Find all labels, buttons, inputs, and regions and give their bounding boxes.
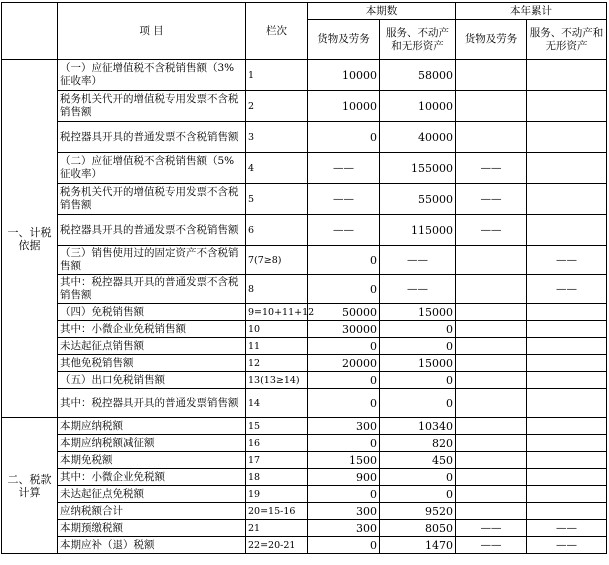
row-goods: 0 [308,486,380,503]
table-row [2,153,607,184]
tax-return-table [1,2,607,554]
row-services: —— [380,246,456,275]
table-row [2,435,607,452]
table-row [2,389,607,418]
row-item: （五）出口免税销售额 [58,372,246,389]
row-item: 税务机关代开的增值税专用发票不含税销售额 [58,184,246,215]
row-goods-ytd [456,246,527,275]
row-goods: 1500 [308,452,380,469]
row-goods-ytd [456,389,527,418]
row-services-ytd [527,60,607,91]
row-line: 3 [246,122,308,153]
row-services: 1470 [380,537,456,554]
row-goods-ytd [456,122,527,153]
table-row [2,184,607,215]
section-tax: 二、税款计算 [2,418,58,554]
row-goods: —— [308,184,380,215]
table-row [2,304,607,321]
row-item: 税控器具开具的普通发票不含税销售额 [58,215,246,246]
row-line: 17 [246,452,308,469]
row-services: 40000 [380,122,456,153]
row-goods: 300 [308,503,380,520]
row-goods-ytd [456,503,527,520]
table-row [2,469,607,486]
row-goods-ytd: —— [456,520,527,537]
row-goods: 0 [308,122,380,153]
header-services: 服务、不动产和无形资产 [380,20,456,60]
row-line: 10 [246,321,308,338]
header-item: 项 目 [58,3,246,60]
row-goods-ytd [456,372,527,389]
row-goods: 0 [308,275,380,304]
row-goods: 0 [308,372,380,389]
row-line: 1 [246,60,308,91]
row-services-ytd [527,469,607,486]
row-goods: 50000 [308,304,380,321]
row-line: 14 [246,389,308,418]
row-line: 4 [246,153,308,184]
row-goods-ytd [456,275,527,304]
table-row [2,452,607,469]
row-item: 本期应补（退）税额 [58,537,246,554]
row-goods-ytd [456,452,527,469]
row-services-ytd [527,372,607,389]
row-item: 未达起征点销售额 [58,338,246,355]
row-item: （三）销售使用过的固定资产不含税销售额 [58,246,246,275]
row-services-ytd [527,304,607,321]
header-current-period: 本期数 [308,3,456,20]
header-row-1 [2,3,607,20]
row-item: 税务机关代开的增值税专用发票不含税销售额 [58,91,246,122]
row-services-ytd [527,503,607,520]
row-goods-ytd [456,91,527,122]
row-item: 本期免税额 [58,452,246,469]
row-item: 应纳税额合计 [58,503,246,520]
header-services-ytd: 服务、不动产和无形资产 [527,20,607,60]
row-services-ytd [527,153,607,184]
row-services: —— [380,275,456,304]
row-item: 本期预缴税额 [58,520,246,537]
row-line: 11 [246,338,308,355]
row-item: 本期应纳税额减征额 [58,435,246,452]
row-line: 7(7≥8) [246,246,308,275]
row-services: 0 [380,389,456,418]
row-services-ytd: —— [527,275,607,304]
row-services: 0 [380,321,456,338]
row-line: 6 [246,215,308,246]
row-goods-ytd [456,60,527,91]
table-row [2,215,607,246]
row-goods-ytd [456,469,527,486]
row-goods: —— [308,215,380,246]
table-row [2,520,607,537]
row-line: 20=15-16 [246,503,308,520]
row-services-ytd: —— [527,537,607,554]
row-item: 其他免税销售额 [58,355,246,372]
row-services: 10340 [380,418,456,435]
row-item: （四）免税销售额 [58,304,246,321]
row-line: 13(13≥14) [246,372,308,389]
row-item: （二）应征增值税不含税销售额（5%征收率） [58,153,246,184]
row-services: 450 [380,452,456,469]
header-year-cumulative: 本年累计 [456,3,607,20]
table-row [2,122,607,153]
row-goods-ytd: —— [456,153,527,184]
row-item: 未达起征点免税额 [58,486,246,503]
row-item: 本期应纳税额 [58,418,246,435]
row-line: 16 [246,435,308,452]
row-item: 其中：税控器具开具的普通发票销售额 [58,389,246,418]
row-goods: 300 [308,520,380,537]
row-services: 10000 [380,91,456,122]
row-services: 15000 [380,304,456,321]
row-goods-ytd: —— [456,537,527,554]
row-goods-ytd [456,486,527,503]
row-services: 0 [380,338,456,355]
table-row [2,418,607,435]
row-services-ytd [527,452,607,469]
row-services-ytd [527,486,607,503]
row-line: 19 [246,486,308,503]
table-row [2,275,607,304]
header-goods: 货物及劳务 [308,20,380,60]
row-goods: 0 [308,537,380,554]
section-basis: 一、计税依据 [2,60,58,418]
row-item: 其中：小微企业免税额 [58,469,246,486]
row-goods: 0 [308,389,380,418]
row-line: 8 [246,275,308,304]
row-services: 0 [380,372,456,389]
row-goods-ytd [456,418,527,435]
row-goods-ytd [456,435,527,452]
table-row [2,355,607,372]
row-line: 21 [246,520,308,537]
row-line: 18 [246,469,308,486]
row-services-ytd [527,389,607,418]
row-services-ytd [527,91,607,122]
row-services: 115000 [380,215,456,246]
row-line: 22=20-21 [246,537,308,554]
table-row [2,503,607,520]
row-goods-ytd: —— [456,215,527,246]
table-row [2,91,607,122]
header-goods-ytd: 货物及劳务 [456,20,527,60]
row-services: 9520 [380,503,456,520]
table-row [2,486,607,503]
row-goods: 10000 [308,91,380,122]
row-goods-ytd [456,321,527,338]
row-services: 820 [380,435,456,452]
row-item: （一）应征增值税不含税销售额（3%征收率） [58,60,246,91]
table-row [2,60,607,91]
row-services: 58000 [380,60,456,91]
row-services-ytd [527,122,607,153]
row-goods: 0 [308,246,380,275]
row-line: 5 [246,184,308,215]
row-goods-ytd [456,304,527,321]
row-goods: 30000 [308,321,380,338]
row-services: 15000 [380,355,456,372]
row-item: 其中：小微企业免税销售额 [58,321,246,338]
table-row [2,372,607,389]
row-goods-ytd: —— [456,184,527,215]
row-item: 其中：税控器具开具的普通发票不含税销售额 [58,275,246,304]
header-line: 栏次 [246,3,308,60]
row-services: 55000 [380,184,456,215]
row-goods: 20000 [308,355,380,372]
row-services: 155000 [380,153,456,184]
row-services-ytd [527,215,607,246]
row-goods: 0 [308,338,380,355]
table-row [2,537,607,554]
row-line: 12 [246,355,308,372]
table-row [2,246,607,275]
row-services-ytd [527,418,607,435]
table-row [2,338,607,355]
row-services-ytd: —— [527,246,607,275]
row-goods: 300 [308,418,380,435]
row-goods: 10000 [308,60,380,91]
row-services: 0 [380,469,456,486]
row-services-ytd [527,355,607,372]
corner-cell [2,3,58,60]
row-services-ytd [527,184,607,215]
table-row [2,321,607,338]
row-goods-ytd [456,355,527,372]
row-services: 8050 [380,520,456,537]
row-line: 15 [246,418,308,435]
row-goods: 0 [308,435,380,452]
row-services-ytd [527,338,607,355]
row-goods-ytd [456,338,527,355]
row-services-ytd: —— [527,520,607,537]
row-line: 2 [246,91,308,122]
row-goods: 900 [308,469,380,486]
row-item: 税控器具开具的普通发票不含税销售额 [58,122,246,153]
row-services: 0 [380,486,456,503]
row-services-ytd [527,435,607,452]
row-services-ytd [527,321,607,338]
row-goods: —— [308,153,380,184]
row-line: 9=10+11+12 [246,304,308,321]
